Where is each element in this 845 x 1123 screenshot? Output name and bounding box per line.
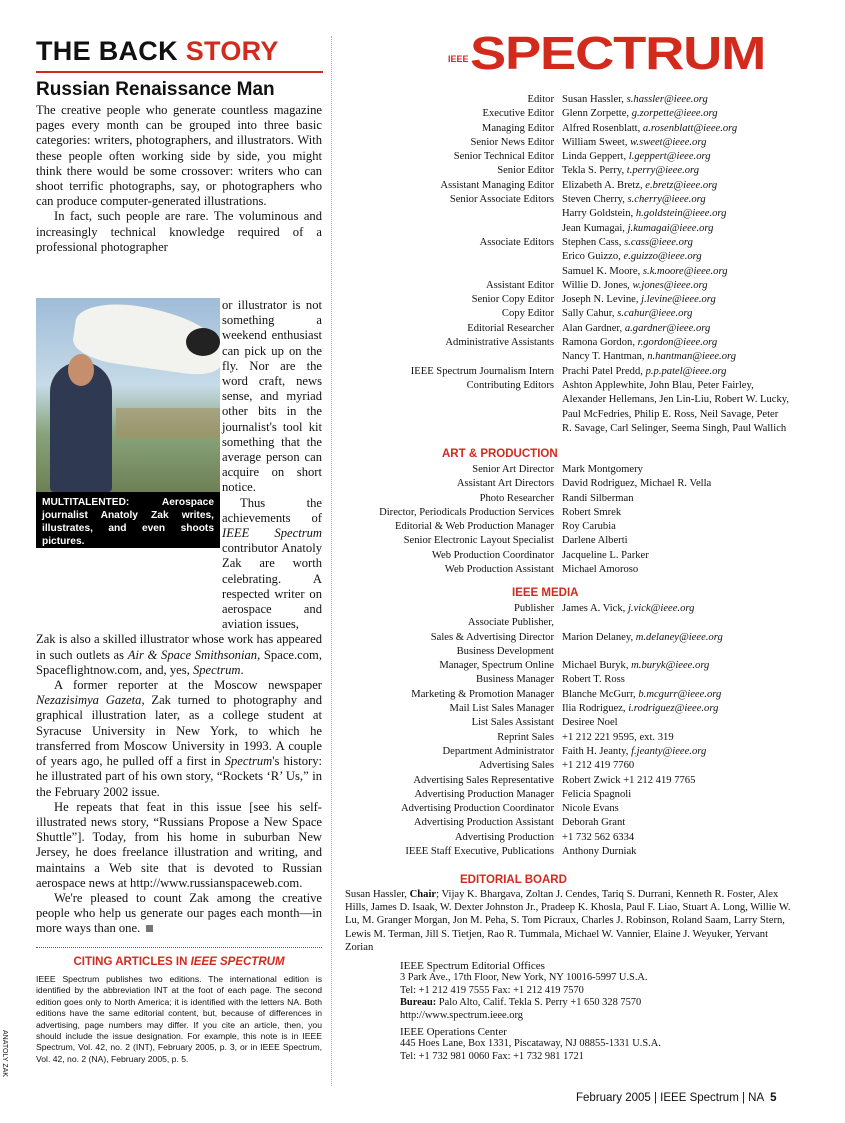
staff-row [340,107,820,121]
staff-role: Editorial Researcher [467,322,554,334]
staff-row [340,336,820,350]
photo-fence [116,408,220,438]
staff-role [340,350,562,364]
citing-heading-a: CITING ARTICLES IN [73,956,191,968]
staff-role: Mail List Sales Manager [449,703,554,715]
staff-role: Business Development [456,645,554,657]
staff-name [562,193,820,207]
staff-row [340,193,820,207]
staff-role: Senior Editor [497,165,554,177]
citing-heading [36,956,322,968]
staff-role [340,207,562,221]
staff-role [340,265,562,279]
staff-name-text: Felicia Spagnoli [562,788,632,800]
staff-name-text: Glenn Zorpette, [562,108,630,120]
staff-role: Advertising Sales Representative [413,774,554,786]
staff-role: Editorial & Web Production Manager [395,521,554,533]
staff-name [562,136,820,150]
article-body [36,103,322,255]
staff-row [340,365,820,379]
staff-role: Senior Electronic Layout Specialist [403,535,554,547]
staff-row [340,207,820,221]
staff-name [562,293,820,307]
staff-row [340,788,820,802]
staff-name-text: Prachi Patel Predd, [562,365,643,377]
page-footer [576,1092,777,1104]
article-photo [36,298,220,492]
caption-text: Aerospace journalist Anatoly Zak writes, illustrates, and even shoots pictures. [42,497,214,547]
staff-role [340,408,562,422]
staff-name [562,745,820,759]
staff-name [562,506,820,520]
staff-email: a.gardner@ieee.org [624,322,711,334]
staff-name [562,602,820,616]
staff-name-text: Alfred Rosenblatt, [562,122,641,134]
staff-role: Senior Copy Editor [471,294,554,306]
staff-name-text: Marion Delaney, [562,631,634,643]
staff-row [340,731,820,745]
section-title-part-2: STORY [185,36,279,66]
staff-name-text: William Sweet, [562,136,628,148]
staff-email: a.rosenblatt@ieee.org [642,122,738,134]
staff-name-text: Elizabeth A. Bretz, [562,179,643,191]
board-chair: Susan Hassler, [345,889,407,900]
staff-role: IEEE Staff Executive, Publications [405,846,554,858]
staff-email: s.k.moore@ieee.org [642,265,728,277]
staff-role: Contributing Editors [466,379,554,391]
staff-row [340,549,820,563]
offices-bureau [400,997,820,1009]
staff-role: Publisher [513,603,554,614]
offices-block [400,960,820,1063]
staff-name-text: +1 212 221 9595, ext. 319 [562,731,674,743]
staff-row [340,477,820,491]
staff-role: Editor [527,94,554,105]
staff-email: m.delaney@ieee.org [635,631,723,643]
staff-name [562,93,820,107]
staff-name [562,716,820,730]
bureau-text: Palo Alto, Calif. Tekla S. Perry +1 650 328 7570 [438,997,642,1009]
staff-name-text: Alan Gardner, [562,322,623,334]
staff-email: f.jeanty@ieee.org [631,745,707,757]
staff-row [340,422,820,436]
staff-name-text: Blanche McGurr, [562,688,636,700]
staff-role: Reprint Sales [497,731,554,743]
staff-row [340,293,820,307]
p3g-text: Spectrum [192,662,241,677]
p4e-text: 's history: he illustrated part of his own story, “Rockets ‘R’ Us,” in the February 2002 issue. [36,754,322,799]
staff-name-text: Randi Silberman [562,492,634,504]
staff-row [340,236,820,250]
paragraph-5: He repeats that feat in this issue [see his self-illustrated news story, “Russians Propose a New Space Shuttle”]. Today, from his home in suburban New Jersey, he does freelance illustration and writing, and maintains a Web site that is devoted to Russian aerospace news at http://www.russianspaceweb.com. [36,799,322,890]
staff-name [562,659,820,673]
staff-name [562,122,820,136]
staff-role [340,393,562,407]
staff-name [562,774,820,788]
staff-row [340,716,820,730]
staff-email: t.perry@ieee.org [626,165,700,177]
back-story-column [36,36,323,936]
staff-name [562,463,820,477]
staff-email: n.hantman@ieee.org [647,351,737,363]
art-staff-list [340,463,820,577]
staff-name-text: Stephen Cass, [562,236,622,248]
editorial-board-heading: EDITORIAL BOARD [460,874,567,886]
staff-name-text: Ashton Applewhite, John Blau, Peter Fairley, [562,379,754,391]
staff-name [562,236,820,250]
photo-caption [36,492,220,548]
staff-name [562,379,820,393]
staff-row [340,831,820,845]
photo-credit: ANATOLY ZAK [1,1030,8,1077]
offices-tel: Tel: +1 212 419 7555 Fax: +1 212 419 7570 [400,984,584,996]
staff-name [562,393,820,407]
staff-name [562,250,820,264]
staff-name [562,645,820,659]
staff-role: Advertising Production Manager [414,788,554,800]
staff-row [340,122,820,136]
staff-email: i.rodriguez@ieee.org [628,703,719,715]
staff-name-text: Michael Amoroso [562,564,639,576]
staff-name [562,831,820,845]
staff-name [562,279,820,293]
staff-email: w.sweet@ieee.org [630,136,707,148]
staff-role: Associate Editors [479,236,554,248]
p3d-text: Zak is also a skilled illustrator whose work has appeared in such outlets as [36,632,322,662]
p4c-text: , Zak turned to photography and graphical illustration later, as a college student at Syracuse University in New York, to which he transferred from Moscow University in 1993. A couple of years ago, he pulled off a first in [36,693,323,769]
staff-role: Associate Publisher, [467,617,554,629]
staff-name-text: Michael Buryk, [562,660,629,672]
staff-name-text: Robert T. Ross [562,674,625,686]
staff-name-text: Jacqueline L. Parker [562,549,649,561]
art-production-heading: ART & PRODUCTION [442,448,558,460]
staff-name [562,731,820,745]
staff-row [340,688,820,702]
staff-row [340,250,820,264]
staff-email: j.kumagai@ieee.org [627,222,714,234]
staff-name [562,673,820,687]
staff-name-text: James A. Vick, [562,603,626,614]
staff-role: Senior News Editor [470,136,554,148]
staff-role: Advertising Production Coordinator [400,803,554,815]
page-number: 5 [770,1092,777,1104]
staff-row [340,463,820,477]
p3b-text: IEEE Spectrum [222,526,322,541]
footer-text: February 2005 | IEEE Spectrum | NA [576,1092,765,1104]
photo-person-head [68,354,94,386]
board-chair-label: Chair [409,889,437,900]
staff-name-text: Faith H. Jeanty, [562,745,629,757]
staff-name-text: Willie D. Jones, [562,279,630,291]
staff-row [340,164,820,178]
staff-name [562,179,820,193]
staff-role: Assistant Managing Editor [440,179,554,191]
staff-name-text: Susan Hassler, [562,94,624,105]
paragraph-2b: or illustrator is not something a weekend enthusiast can pick up on the fly. Nor are the word craft, news sense, and myriad other bits in the journalist's tool kit something that the average person can acquire on short notice. [222,298,322,495]
staff-row [340,179,820,193]
staff-row [340,563,820,577]
staff-name [562,207,820,221]
p3c-text: contributor Anatoly Zak are worth celebrating. A respected writer on aerospace and aviation issues, [222,541,322,632]
staff-row [340,393,820,407]
staff-name [562,477,820,491]
staff-role: Senior Technical Editor [453,151,554,163]
staff-name [562,520,820,534]
staff-email: b.mcgurr@ieee.org [638,688,722,700]
spectrum-logo [448,27,766,88]
citing-rule [36,947,322,948]
staff-row [340,322,820,336]
staff-row [340,93,820,107]
paragraph-1: The creative people who generate countless magazine pages every month can be grouped into three basic categories: writers, photographers, and illustrators. With these people often working side by side, you might think there would be some crossover: writers who can shoot terrific photographs, say, or photographers who can produce computer-generated illustrations. [36,103,322,209]
staff-email: j.vick@ieee.org [627,603,695,614]
staff-name [562,164,820,178]
ops-heading: IEEE Operations Center [400,1026,507,1039]
p4b-text: Nezazisimya Gazeta [36,693,142,708]
staff-name-text: Darlene Alberti [562,535,628,547]
staff-email: r.gordon@ieee.org [637,337,718,349]
staff-email: p.p.patel@ieee.org [645,365,727,377]
p4d-text: Spectrum [224,754,273,769]
staff-row [340,759,820,773]
staff-role [340,222,562,236]
staff-row [340,702,820,716]
staff-role [340,250,562,264]
p6-text: We're pleased to count Zak among the creative people who help us generate our pages each month—in more ways than one. [36,890,322,936]
staff-name [562,222,820,236]
staff-name [562,422,820,436]
staff-row [340,150,820,164]
staff-row [340,774,820,788]
staff-name-text: R. Savage, Carl Selinger, Seema Singh, Paul Wallich [562,422,787,434]
staff-name [562,307,820,321]
staff-name-text: Desiree Noel [562,717,618,729]
staff-row [340,745,820,759]
section-title [36,36,322,67]
staff-name-text: Linda Geppert, [562,151,627,163]
staff-row [340,845,820,859]
caption-lead: MULTITALENTED: [42,497,130,508]
staff-email: m.buryk@ieee.org [631,660,710,672]
staff-row [340,816,820,830]
staff-name [562,492,820,506]
staff-name-text: +1 212 419 7760 [562,760,635,772]
logo-spectrum: SPECTRUM [470,27,766,79]
staff-row [340,279,820,293]
bureau-label: Bureau: [400,997,437,1009]
staff-row [340,645,820,659]
staff-name-text: Ramona Gordon, [562,337,635,349]
staff-role: Assistant Editor [486,279,554,291]
staff-role: Assistant Art Directors [456,478,554,490]
p3f-text: , Space.com, Spaceflightnow.com, and, yes, [36,647,322,677]
staff-name-text: Nicole Evans [562,803,619,815]
staff-email: h.goldstein@ieee.org [635,208,727,220]
editorial-board-members [345,888,797,954]
staff-role: Executive Editor [482,108,554,120]
staff-role: IEEE Spectrum Journalism Intern [410,365,554,377]
staff-role: Sales & Advertising Director [430,631,554,643]
shuttle-nose [186,328,220,356]
staff-role: Senior Art Director [472,464,554,475]
staff-email: e.bretz@ieee.org [645,179,718,191]
staff-role [340,422,562,436]
staff-email: s.hassler@ieee.org [626,94,708,105]
staff-role: Director, Periodicals Production Services [379,506,554,518]
offices-address: 3 Park Ave., 17th Floor, New York, NY 10016-5997 U.S.A. [400,972,648,984]
ops-tel: Tel: +1 732 981 0060 Fax: +1 732 981 1721 [400,1050,584,1062]
paragraph-2a-text: In fact, such people are rare. The voluminous and increasingly technical knowledge required of a professional photographer [36,209,322,254]
staff-row [340,492,820,506]
editorial-staff-list [340,93,820,436]
staff-name-text: Paul McFedries, Philip E. Ross, Neil Savage, Peter [562,408,779,420]
staff-role: Advertising Production Assistant [413,817,554,829]
staff-name-text: Steven Cherry, [562,194,625,206]
staff-row [340,379,820,393]
staff-name [562,549,820,563]
section-rule [36,71,323,73]
logo-ieee: IEEE [448,54,469,64]
staff-role: Manager, Spectrum Online [439,660,554,672]
staff-role: Web Production Assistant [444,564,554,576]
staff-name-text: Robert Smrek [562,506,622,518]
staff-row [340,631,820,645]
staff-row [340,534,820,548]
staff-name-text: Jean Kumagai, [562,222,625,234]
staff-row [340,520,820,534]
staff-name-text: Joseph N. Levine, [562,294,639,306]
column-divider [331,36,332,1086]
paragraph-3b: Zak is also a skilled illustrator whose work has appeared in such outlets as Air & Space Smithsonian, Space.com, Spaceflightnow.com, and, yes, Spectrum. [36,632,322,677]
staff-name [562,631,820,645]
staff-name [562,350,820,364]
staff-name-text: Nancy T. Hantman, [562,351,645,363]
media-staff-list [340,602,820,859]
staff-name [562,150,820,164]
staff-email: g.zorpette@ieee.org [631,108,718,120]
staff-name [562,816,820,830]
staff-name [562,322,820,336]
staff-role: Marketing & Promotion Manager [411,688,554,700]
staff-email: s.cahur@ieee.org [617,308,693,320]
staff-row [340,673,820,687]
staff-name [562,107,820,121]
staff-name-text: Anthony Durniak [562,846,637,858]
staff-email: s.cherry@ieee.org [627,194,706,206]
staff-name-text: Samuel K. Moore, [562,265,641,277]
staff-row [340,802,820,816]
staff-role: Department Administrator [442,745,554,757]
staff-name [562,408,820,422]
ieee-media-heading: IEEE MEDIA [512,587,579,599]
paragraph-4 [36,678,322,800]
staff-role: Advertising Production [454,831,554,843]
staff-name [562,702,820,716]
citing-body: IEEE Spectrum publishes two editions. The international edition is identified by the abbreviation INT at the foot of each page. The second edition goes only to North America; it is identified with the letters NA. Both editions have the same editorial content, but, because of differences in advertising, page numbers may differ. If you cite an article, then, you should include the issue designation. For example, this note is in IEEE Spectrum, Vol. 42, no. 2 (INT), February 2005, p. 3, or in IEEE Spectrum, Vol. 42, no. 2 (NA), February 2005, p. 5. [36,974,322,1064]
ops-address: 445 Hoes Lane, Box 1331, Piscataway, NJ 08855-1331 U.S.A. [400,1038,661,1050]
staff-name [562,265,820,279]
staff-role: Advertising Sales [478,760,554,772]
staff-row [340,350,820,364]
staff-name-text: Alexander Hellemans, Jen Lin-Liu, Robert W. Lucky, [562,394,790,406]
staff-name-text: Robert Zwick +1 212 419 7765 [562,774,696,786]
staff-email: j.levine@ieee.org [641,294,716,306]
staff-role: Web Production Coordinator [431,549,554,561]
offices-heading: IEEE Spectrum Editorial Offices [400,960,545,972]
staff-name-text: Ilia Rodriguez, [562,703,626,715]
staff-row [340,616,820,630]
end-mark-icon [146,925,153,932]
staff-name [562,788,820,802]
staff-name-text: David Rodriguez, Michael R. Vella [562,478,712,490]
staff-name [562,845,820,859]
staff-name-text: Harry Goldstein, [562,208,634,220]
offices-web: http://www.spectrum.ieee.org [400,1009,523,1021]
staff-name [562,688,820,702]
staff-row [340,506,820,520]
section-title-part-1: THE BACK [36,36,186,66]
citing-heading-b: IEEE SPECTRUM [190,956,285,968]
staff-name [562,534,820,548]
staff-name-text: Tekla S. Perry, [562,165,625,177]
article-title: Russian Renaissance Man [36,79,275,100]
staff-name-text: Deborah Grant [562,817,626,829]
staff-name [562,563,820,577]
staff-row [340,265,820,279]
staff-role: Senior Associate Editors [449,194,554,206]
staff-email: e.guizzo@ieee.org [623,251,702,263]
staff-role: Business Manager [476,674,554,686]
staff-name-text: Roy Carubia [562,521,616,533]
staff-name [562,759,820,773]
staff-row [340,602,820,616]
p4a-text: A former reporter at the Moscow newspaper [54,678,322,693]
wrapped-text-block [36,298,322,937]
staff-row [340,659,820,673]
staff-name [562,336,820,350]
staff-name [562,616,820,630]
staff-role: Managing Editor [481,122,554,134]
board-members-text: ; Vijay K. Bhargava, Zoltan J. Cendes, Tariq S. Durrani, Kenneth R. Foster, Alex Hills, James D. Isaak, W. Dexter Johnston Jr., Pradeep K. Khosla, Paul F. Liao, Stuart A. Long, Willie W. Lu, M. Granger Morgan, Jon M. Peha, S. Tom Picraux, Charles J. Robinson, Roland Saam, Larry Stern, Lewis M. Terman, Jill S. Tietjen, Rao R. Tummala, Michael W. Vannier, Elaine J. Weyuker, Yervant Zorian [345,889,791,953]
staff-name-text: Sally Cahur, [562,308,615,320]
staff-row [340,408,820,422]
staff-email: l.geppert@ieee.org [628,151,711,163]
paragraph-2a [36,209,322,255]
staff-role: Administrative Assistants [445,337,554,349]
staff-role: List Sales Assistant [471,717,554,729]
staff-name [562,802,820,816]
p3e-text: Air & Space Smithsonian [127,647,258,662]
p3a-text: Thus the achievements of [222,495,322,525]
staff-role: Photo Researcher [479,492,554,504]
paragraph-6 [36,891,322,937]
staff-name-text: +1 732 562 6334 [562,831,635,843]
staff-email: w.jones@ieee.org [632,279,708,291]
staff-name-text: Mark Montgomery [562,464,643,475]
staff-role: Copy Editor [501,308,554,320]
staff-row [340,307,820,321]
staff-row [340,222,820,236]
staff-name [562,365,820,379]
staff-name-text: Erico Guizzo, [562,251,621,263]
staff-email: s.cass@ieee.org [624,236,693,248]
staff-row [340,136,820,150]
